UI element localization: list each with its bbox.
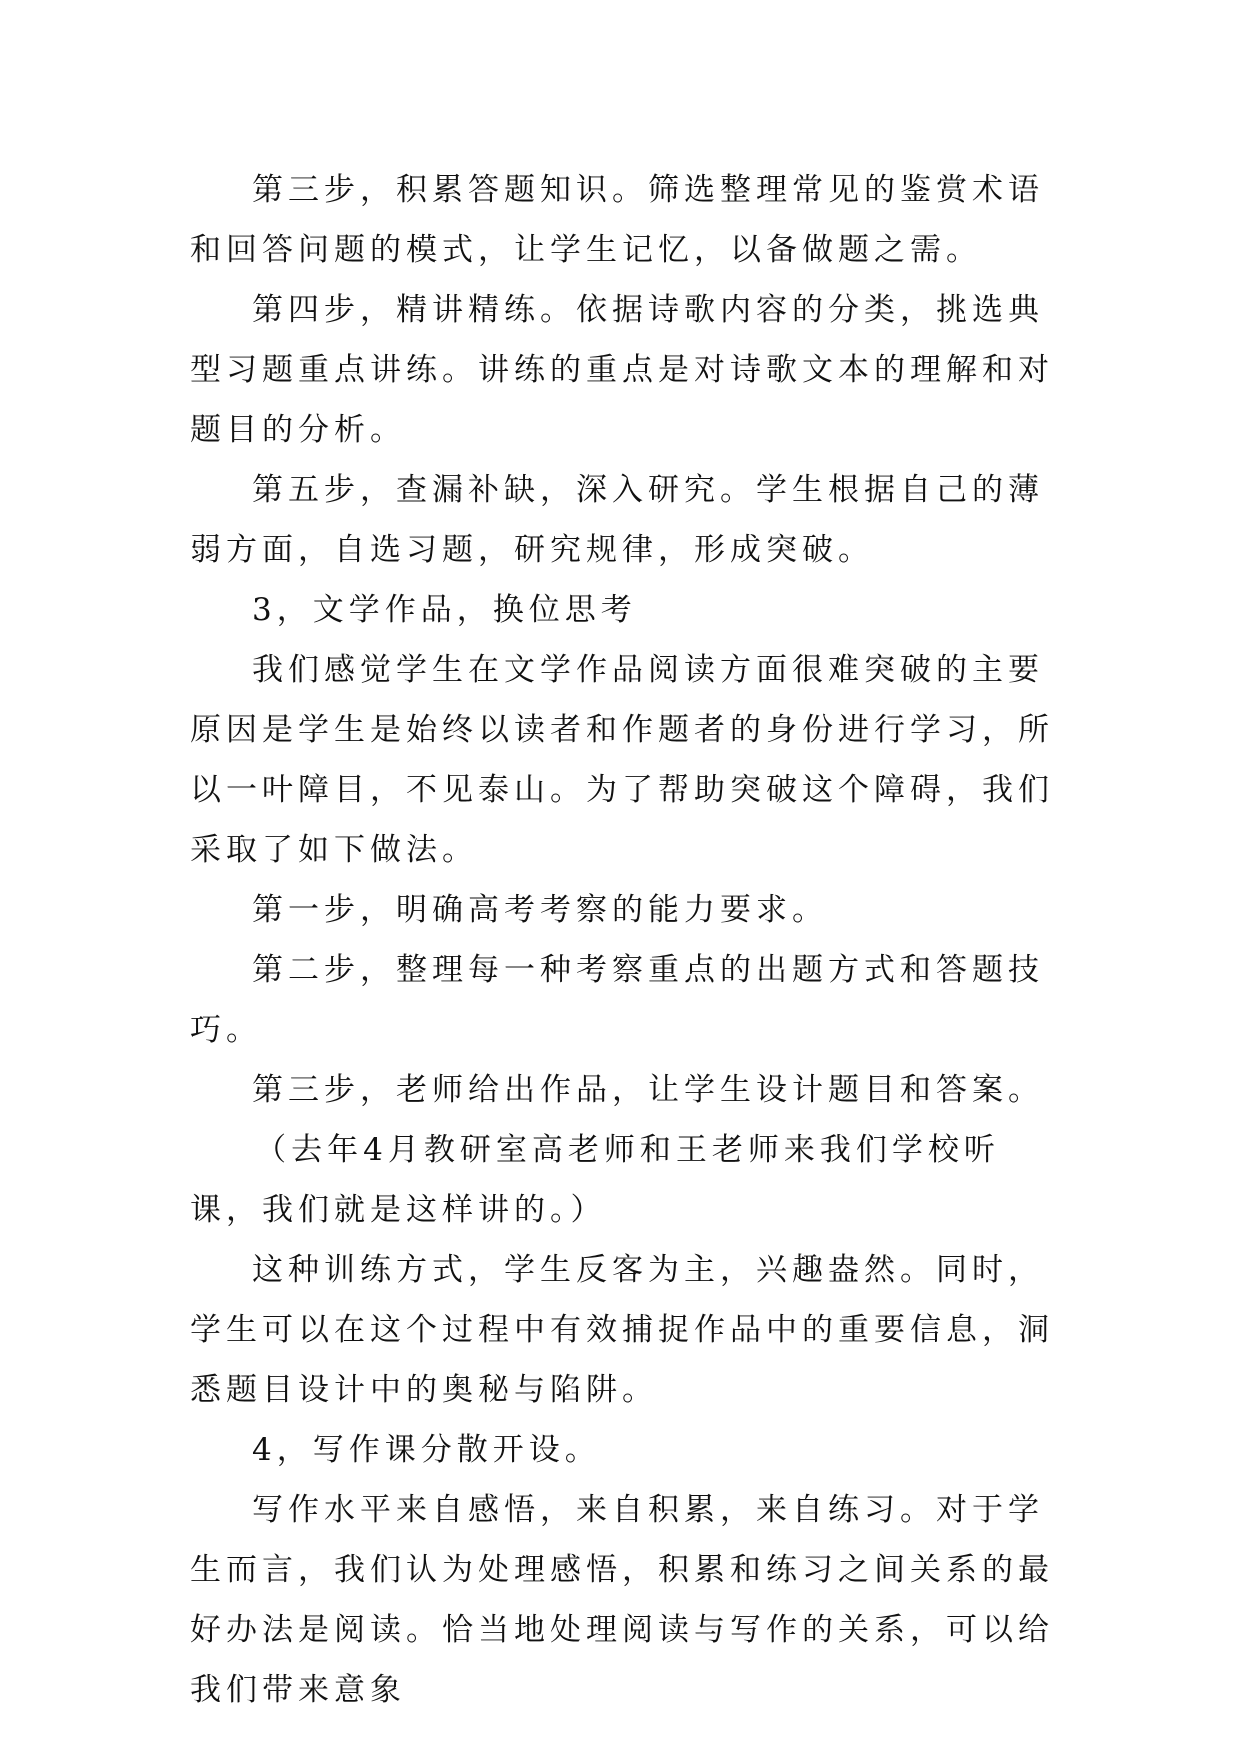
paragraph-training-effect: 这种训练方式，学生反客为主，兴趣盎然。同时，学生可以在这个过程中有效捕捉作品中的重要信息，洞悉题目设计中的奥秘与陷阱。 — [190, 1252, 1054, 1408]
paragraph-step-three-design: 第三步，老师给出作品，让学生设计题目和答案。 — [252, 1072, 1044, 1108]
paragraph-writing-reading-relation: 写作水平来自感悟，来自积累，来自练习。对于学生而言，我们认为处理感悟，积累和练习之间关系的最好办法是阅读。恰当地处理阅读与写作的关系，可以给我们带来意象 — [190, 1492, 1054, 1708]
paragraph-teaching-example-note: （去年4月教研室高老师和王老师来我们学校听课，我们就是这样讲的。） — [190, 1132, 1000, 1228]
paragraph-step-four-practice: 第四步，精讲精练。依据诗歌内容的分类，挑选典型习题重点讲练。讲练的重点是对诗歌文本的理解和对题目的分析。 — [190, 292, 1054, 448]
paragraph-step-one-requirements: 第一步，明确高考考察的能力要求。 — [252, 892, 828, 928]
paragraph-literature-reason: 我们感觉学生在文学作品阅读方面很难突破的主要原因是学生是始终以读者和作题者的身份进行学习，所以一叶障目，不见泰山。为了帮助突破这个障碍，我们采取了如下做法。 — [190, 652, 1054, 868]
paragraph-step-two-question-methods: 第二步，整理每一种考察重点的出题方式和答题技巧。 — [190, 952, 1044, 1048]
paragraph-step-three-knowledge: 第三步，积累答题知识。筛选整理常见的鉴赏术语和回答问题的模式，让学生记忆，以备做题之需。 — [190, 172, 1044, 268]
section-heading-writing: 4，写作课分散开设。 — [252, 1432, 601, 1468]
document-body — [190, 160, 1060, 1720]
section-heading-literature: 3，文学作品，换位思考 — [252, 592, 637, 628]
paragraph-step-five-review: 第五步，查漏补缺，深入研究。学生根据自己的薄弱方面，自选习题，研究规律，形成突破。 — [190, 472, 1044, 568]
